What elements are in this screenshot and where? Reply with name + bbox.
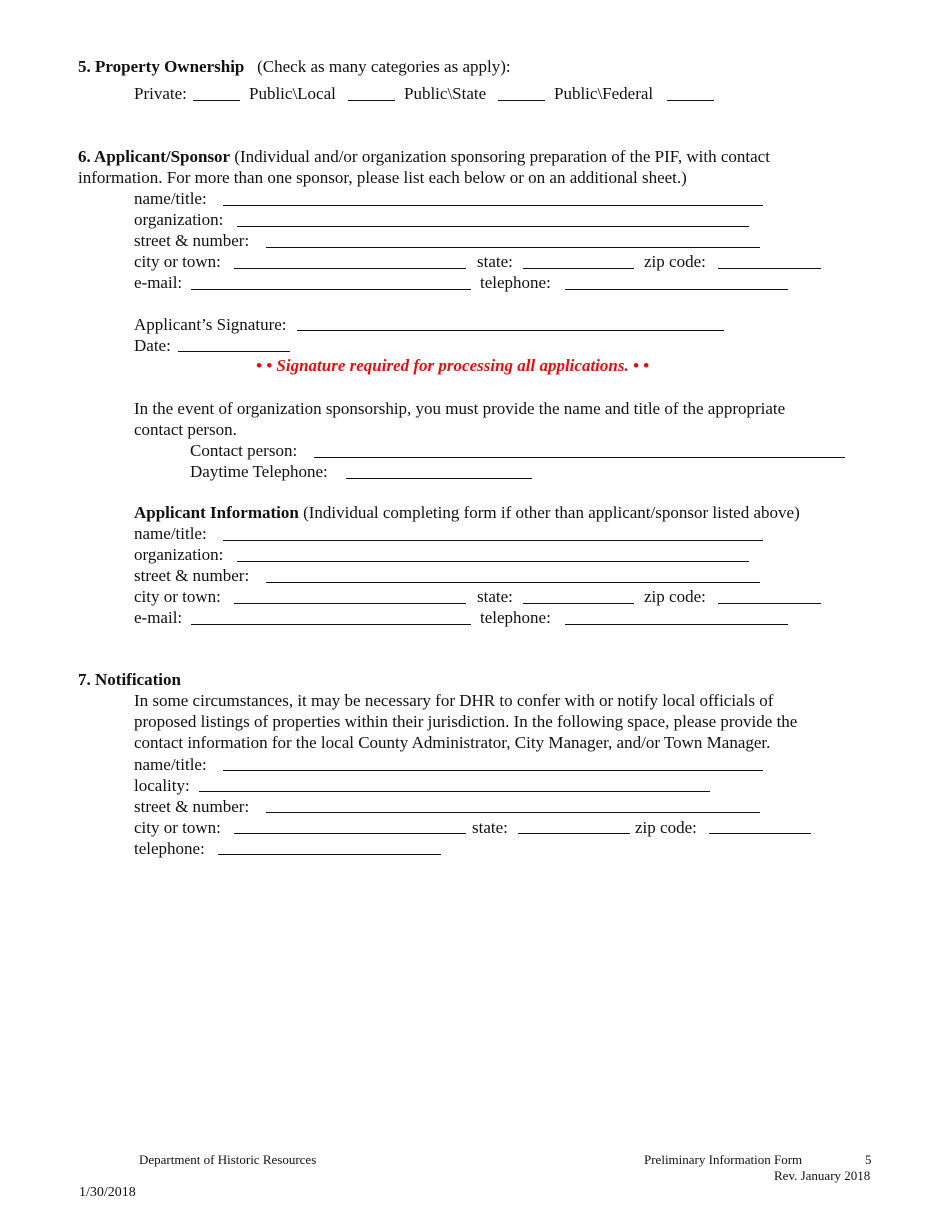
local-street-field[interactable] xyxy=(266,812,760,813)
sponsor-zip-label: zip code: xyxy=(644,252,706,271)
sponsor-street-field[interactable] xyxy=(266,247,760,248)
applicant-tel-field[interactable] xyxy=(565,624,788,625)
applicant-state-field[interactable] xyxy=(523,603,634,604)
footer-print-date: 1/30/2018 xyxy=(79,1185,136,1200)
local-city-field[interactable] xyxy=(234,833,466,834)
section-6-heading-line xyxy=(78,147,770,167)
ownership-local-blank[interactable] xyxy=(348,100,395,101)
org-sponsorship-text-2: contact person. xyxy=(134,420,237,439)
footer-page-number: 5 xyxy=(865,1152,872,1167)
signature-required-notice: • • Signature required for processing all applications. • • xyxy=(256,356,650,375)
signature-label: Applicant’s Signature: xyxy=(134,315,287,334)
footer-department: Department of Historic Resources xyxy=(139,1152,317,1167)
local-state-label: state: xyxy=(472,818,508,837)
applicant-zip-label: zip code: xyxy=(644,587,706,606)
sponsor-street-label: street & number: xyxy=(134,231,250,250)
sponsor-name-label: name/title: xyxy=(134,189,207,208)
ownership-state-blank[interactable] xyxy=(498,100,545,101)
date-label: Date: xyxy=(134,336,171,355)
ownership-federal-label: Public\Federal xyxy=(554,84,654,103)
sponsor-city-field[interactable] xyxy=(234,268,466,269)
sponsor-state-label: state: xyxy=(477,252,513,271)
ownership-federal-blank[interactable] xyxy=(667,100,714,101)
sponsor-city-label: city or town: xyxy=(134,252,221,271)
local-zip-field[interactable] xyxy=(709,833,811,834)
org-sponsorship-text-1: In the event of organization sponsorship, you must provide the name and title of the appropriate xyxy=(134,399,786,418)
local-locality-label: locality: xyxy=(134,776,190,795)
local-name-field[interactable] xyxy=(223,770,763,771)
contact-person-label: Contact person: xyxy=(190,441,298,460)
local-tel-field[interactable] xyxy=(218,854,441,855)
ownership-local-label: Public\Local xyxy=(249,84,336,103)
local-locality-field[interactable] xyxy=(199,791,710,792)
date-field[interactable] xyxy=(178,351,290,352)
applicant-info-heading-line xyxy=(134,503,800,523)
sponsor-tel-field[interactable] xyxy=(565,289,788,290)
notification-text-3: contact information for the local County Administrator, City Manager, and/or Town Manager. xyxy=(134,733,771,752)
footer-revision: Rev. January 2018 xyxy=(774,1168,871,1183)
notification-text-1: In some circumstances, it may be necessary for DHR to confer with or notify local officials of xyxy=(134,691,774,710)
applicant-name-label: name/title: xyxy=(134,524,207,543)
local-name-label: name/title: xyxy=(134,755,207,774)
footer-form-name: Preliminary Information Form xyxy=(644,1152,803,1167)
applicant-tel-label: telephone: xyxy=(480,608,551,627)
sponsor-state-field[interactable] xyxy=(523,268,634,269)
ownership-private-label: Private: xyxy=(134,84,187,103)
sponsor-org-field[interactable] xyxy=(237,226,749,227)
applicant-info-title: Applicant Information xyxy=(134,503,299,522)
applicant-org-label: organization: xyxy=(134,545,224,564)
contact-person-field[interactable] xyxy=(314,457,845,458)
applicant-info-note: (Individual completing form if other than applicant/sponsor listed above) xyxy=(303,503,800,522)
applicant-city-label: city or town: xyxy=(134,587,221,606)
applicant-state-label: state: xyxy=(477,587,513,606)
section-5-heading-line xyxy=(78,57,511,77)
local-street-label: street & number: xyxy=(134,797,250,816)
applicant-zip-field[interactable] xyxy=(718,603,821,604)
applicant-org-field[interactable] xyxy=(237,561,749,562)
applicant-email-field[interactable] xyxy=(191,624,471,625)
ownership-state-label: Public\State xyxy=(404,84,487,103)
local-zip-label: zip code: xyxy=(635,818,697,837)
notification-text-2: proposed listings of properties within their jurisdiction. In the following space, please provide the xyxy=(134,712,798,731)
applicant-email-label: e-mail: xyxy=(134,608,183,627)
sponsor-zip-field[interactable] xyxy=(718,268,821,269)
section-6-title: 6. Applicant/Sponsor xyxy=(78,147,231,166)
local-tel-label: telephone: xyxy=(134,839,205,858)
applicant-city-field[interactable] xyxy=(234,603,466,604)
applicant-street-label: street & number: xyxy=(134,566,250,585)
sponsor-email-label: e-mail: xyxy=(134,273,183,292)
signature-field[interactable] xyxy=(297,330,724,331)
sponsor-org-label: organization: xyxy=(134,210,224,229)
section-7-heading-line xyxy=(78,670,181,690)
sponsor-name-field[interactable] xyxy=(223,205,763,206)
local-state-field[interactable] xyxy=(518,833,630,834)
local-city-label: city or town: xyxy=(134,818,221,837)
section-5-title: 5. Property Ownership xyxy=(78,57,245,76)
applicant-name-field[interactable] xyxy=(223,540,763,541)
applicant-street-field[interactable] xyxy=(266,582,760,583)
section-7-title: 7. Notification xyxy=(78,670,181,689)
sponsor-email-field[interactable] xyxy=(191,289,471,290)
sponsor-tel-label: telephone: xyxy=(480,273,551,292)
section-6-intro-1: (Individual and/or organization sponsoring preparation of the PIF, with contact xyxy=(234,147,770,166)
ownership-private-blank[interactable] xyxy=(193,100,240,101)
daytime-telephone-field[interactable] xyxy=(346,478,532,479)
daytime-telephone-label: Daytime Telephone: xyxy=(190,462,328,481)
section-6-intro-2: information. For more than one sponsor, please list each below or on an additional sheet.) xyxy=(78,168,687,187)
section-5-note: (Check as many categories as apply): xyxy=(257,57,511,76)
